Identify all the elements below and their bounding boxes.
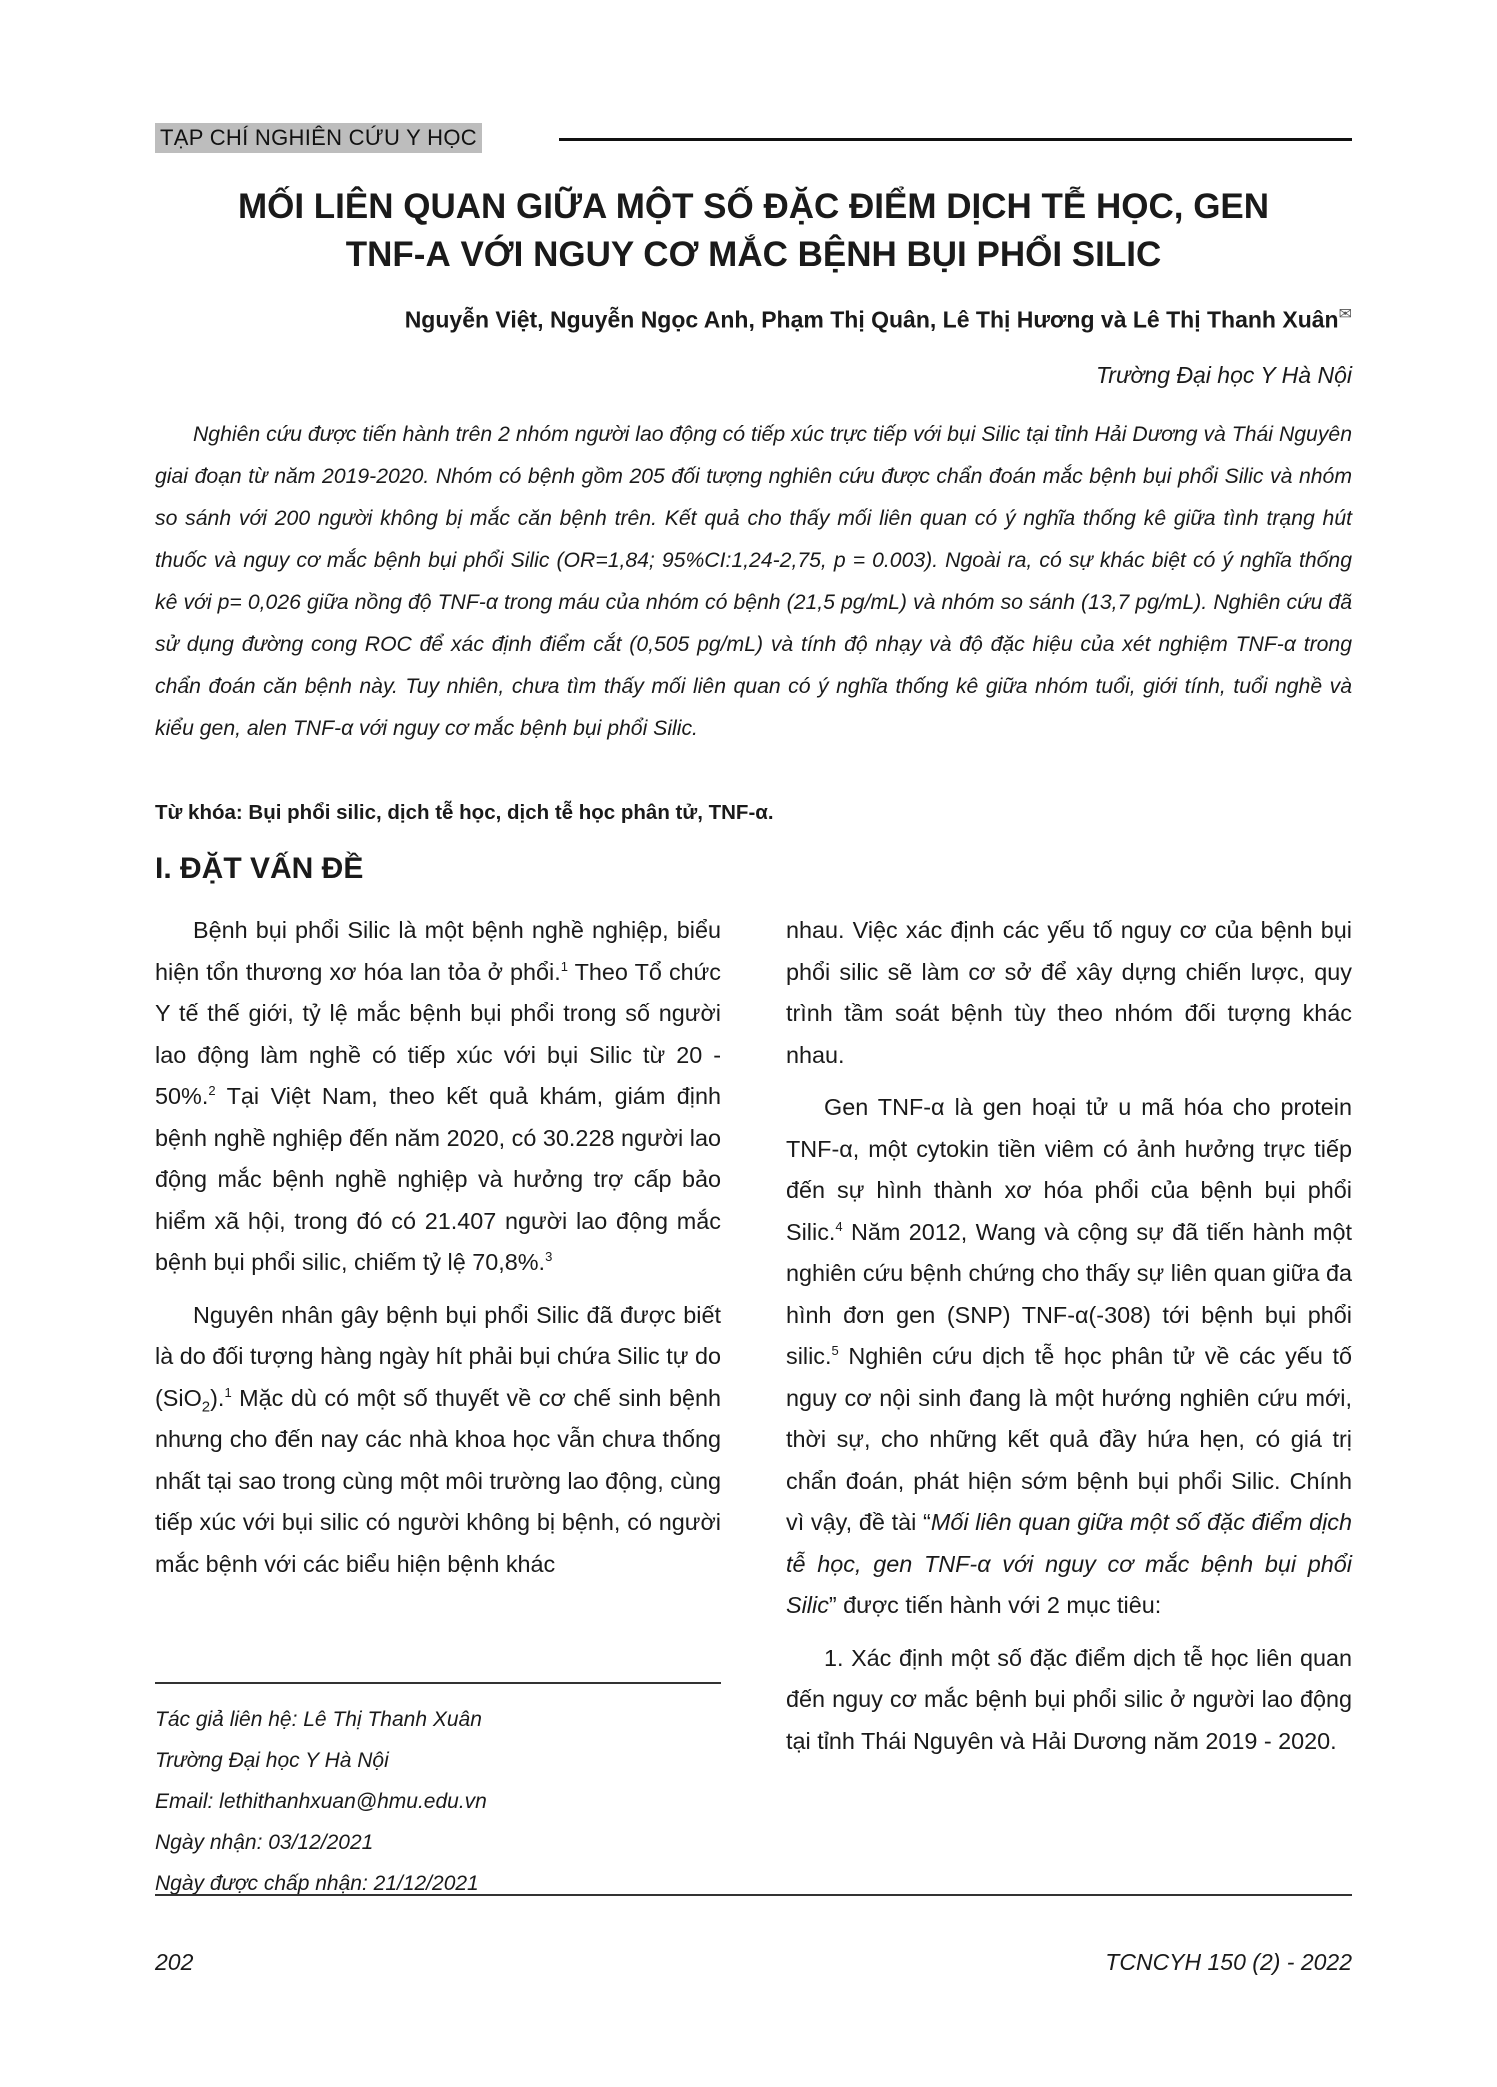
abstract: Nghiên cứu được tiến hành trên 2 nhóm người lao động có tiếp xúc trực tiếp với bụi Silic tại tỉnh Hải Dương và Thái Nguyên giai đoạn từ năm 2019-2020. Nhóm có bệnh gồm 205 đối tượng nghiên cứu được chẩn đoán mắc bệnh bụi phổi Silic và nhóm so sánh với 200 người không bị mắc căn bệnh trên. Kết quả cho thấy mối liên quan có ý nghĩa thống kê giữa tình trạng hút thuốc và nguy cơ mắc bệnh bụi phổi Silic (OR=1,84; 95%CI:1,24-2,75, p = 0.003). Ngoài ra, có sự khác biệt có ý nghĩa thống kê với p= 0,026 giữa nồng độ TNF-α trong máu của nhóm có bệnh (21,5 pg/mL) và nhóm so sánh (13,7 pg/mL). Nghiên cứu đã sử dụng đường cong ROC để xác định điểm cắt (0,505 pg/mL) và tính độ nhạy và độ đặc hiệu của xét nghiệm TNF-α trong chẩn đoán căn bệnh này. Tuy nhiên, chưa tìm thấy mối liên quan có ý nghĩa thống kê giữa nhóm tuổi, giới tính, tuổi nghề và kiểu gen, alen TNF-α với nguy cơ mắc bệnh bụi phổi Silic. (155, 423, 1352, 740)
subscript-2: 2 (201, 1398, 211, 1416)
paragraph-2-continued: nhau. Việc xác định các yếu tố nguy cơ của bệnh bụi phổi silic sẽ làm cơ sở để xây dựng chiến lược, quy trình tầm soát bệnh tùy theo nhóm đối tượng khác nhau. (786, 917, 1352, 1068)
paragraph-3: Gen TNF-α là gen hoại tử u mã hóa cho protein TNF-α, một cytokin tiền viêm có ảnh hưởng trực tiếp đến sự hình thành xơ hóa phổi của bệnh bụi phổi Silic.$^4$ Năm 2012, Wang và cộng sự đã tiến hành một nghiên cứu bệnh chứng cho thấy sự liên quan giữa đa hình đơn gen (SNP) TNF-α(-308) tới bệnh bụi phổi silic.$^5$ Nghiên cứu dịch tễ học phân tử về các yếu tố nguy cơ nội sinh đang là một hướng nghiên cứu mới, thời sự, cho những kết quả đầy hứa hẹn, có giá trị chẩn đoán, phát hiện sớm bệnh bụi phổi Silic. Chính vì vậy, đề tài “Mối liên quan giữa một số đặc điểm dịch tễ học, gen TNF-α với nguy cơ mắc bệnh bụi phổi Silic” được tiến hành với 2 mục tiêu: (786, 1094, 1352, 1618)
footer-rule (155, 1894, 1352, 1896)
footnote-rule (155, 1682, 721, 1684)
study-title-italic: Mối liên quan giữa một số đặc điểm dịch tễ học, gen TNF-α với nguy cơ mắc bệnh bụi phổi Silic (786, 1509, 1352, 1618)
paragraph-1: Bệnh bụi phổi Silic là một bệnh nghề nghiệp, biểu hiện tổn thương xơ hóa lan tỏa ở phổi.$^1$ Theo Tổ chức Y tế thế giới, tỷ lệ mắc bệnh bụi phổi trong số người lao động làm nghề có tiếp xúc với bụi Silic từ 20 - 50%.$^2$ Tại Việt Nam, theo kết quả khám, giám định bệnh nghề nghiệp đến năm 2020, có 30.228 người lao động mắc bệnh nghề nghiệp và hưởng trợ cấp bảo hiểm xã hội, trong đó có 21.407 người lao động mắc bệnh bụi phổi silic, chiếm tỷ lệ 70,8%.$^3$ (155, 917, 721, 1275)
reference-2: 2 (208, 1083, 216, 1099)
article-title (155, 183, 1352, 279)
affiliation: Trường Đại học Y Hà Nội (1095, 362, 1352, 388)
page-number: 202 (155, 1949, 194, 1975)
section-heading: I. ĐẶT VẤN ĐỀ (155, 852, 364, 885)
right-column (786, 910, 1352, 1773)
header-rule (559, 138, 1352, 141)
left-column (155, 910, 721, 1596)
authors-text: Nguyễn Việt, Nguyễn Ngọc Anh, Phạm Thị Quân, Lê Thị Hương và Lê Thị Thanh Xuân (404, 306, 1339, 333)
received-date: Ngày nhận: 03/12/2021 (155, 1831, 374, 1854)
author-list (405, 304, 1352, 334)
objective-1: 1. Xác định một số đặc điểm dịch tễ học liên quan đến nguy cơ mắc bệnh bụi phổi silic ở người lao động tại tỉnh Thái Nguyên và Hải Dương năm 2019 - 2020. (786, 1644, 1352, 1754)
reference-4: 4 (835, 1218, 843, 1234)
correspondence-footnote (155, 1699, 487, 1904)
keywords: Từ khóa: Bụi phổi silic, dịch tễ học, dịch tễ học phân tử, TNF-α. (155, 801, 774, 824)
journal-issue: TCNCYH 150 (2) - 2022 (1105, 1949, 1352, 1975)
reference-5: 5 (831, 1343, 839, 1359)
reference-1b: 1 (224, 1384, 232, 1400)
title-line-1: MỐI LIÊN QUAN GIỮA MỘT SỐ ĐẶC ĐIỂM DỊCH TỄ HỌC, GEN (237, 187, 1270, 226)
envelope-icon: ✉ (1338, 306, 1352, 323)
reference-3: 3 (545, 1249, 553, 1265)
journal-header (155, 123, 1352, 153)
journal-name: TẠP CHÍ NGHIÊN CỨU Y HỌC (155, 123, 482, 153)
paragraph-2: Nguyên nhân gây bệnh bụi phổi Silic đã được biết là do đối tượng hàng ngày hít phải bụi chứa Silic tự do (SiO$_2$).$^1$ Mặc dù có một số thuyết về cơ chế sinh bệnh nhưng cho đến nay các nhà khoa học vẫn chưa thống nhất tại sao trong cùng một môi trường lao động, cùng tiếp xúc với bụi silic có người không bị bệnh, có người mắc bệnh với các biểu hiện bệnh khác (155, 1301, 721, 1577)
footnote-email: Email: lethithanhxuan@hmu.edu.vn (155, 1790, 487, 1813)
footnote-institution: Trường Đại học Y Hà Nội (155, 1749, 389, 1772)
accepted-date: Ngày được chấp nhận: 21/12/2021 (155, 1872, 479, 1895)
reference-1: 1 (560, 958, 568, 974)
title-line-2: TNF-Α VỚI NGUY CƠ MẮC BỆNH BỤI PHỔI SILIC (345, 235, 1162, 274)
corresponding-author: Tác giả liên hệ: Lê Thị Thanh Xuân (155, 1708, 482, 1731)
